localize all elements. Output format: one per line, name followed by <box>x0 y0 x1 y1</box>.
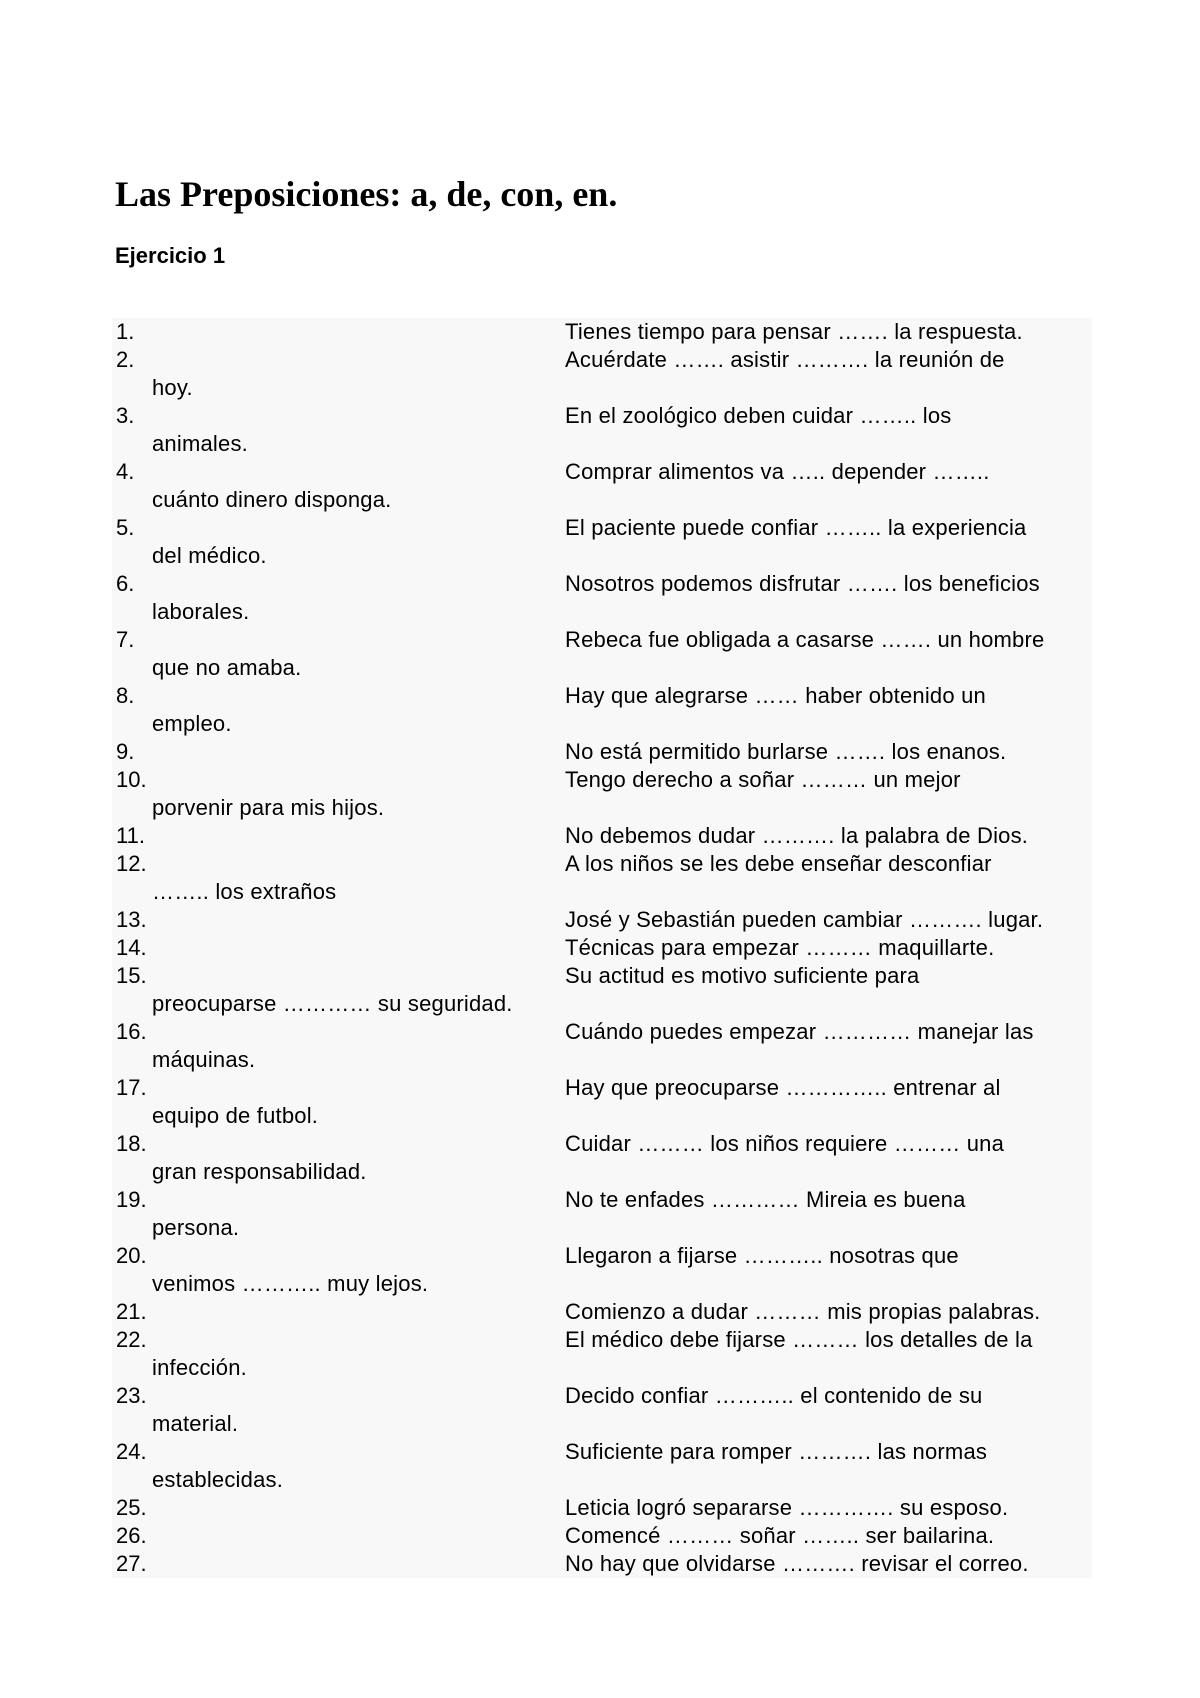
exercise-item <box>112 1018 1092 1074</box>
item-sentence-continuation: porvenir para mis hijos. <box>152 795 385 820</box>
exercise-item <box>112 962 1092 1018</box>
item-sentence: Llegaron a fijarse ……….. nosotras que <box>565 1243 959 1268</box>
item-sentence-continuation: hoy. <box>152 375 193 400</box>
exercise-item <box>112 1130 1092 1186</box>
exercise-item <box>112 1298 1092 1326</box>
item-number: 6. <box>116 571 135 596</box>
item-number: 22. <box>116 1327 147 1352</box>
exercise-item <box>112 906 1092 934</box>
item-sentence: Cuándo puedes empezar ………… manejar las <box>565 1019 1034 1044</box>
item-sentence: Suficiente para romper ………. las normas <box>565 1439 988 1464</box>
exercise-item <box>112 1550 1092 1578</box>
item-number: 1. <box>116 319 135 344</box>
item-sentence: Comprar alimentos va ….. depender …….. <box>565 459 990 484</box>
item-number: 13. <box>116 907 147 932</box>
item-number: 24. <box>116 1439 147 1464</box>
item-sentence-continuation: venimos ……….. muy lejos. <box>152 1271 429 1296</box>
exercise-item <box>112 934 1092 962</box>
item-sentence: No hay que olvidarse ………. revisar el correo. <box>565 1551 1029 1576</box>
exercise-item <box>112 1522 1092 1550</box>
item-number: 21. <box>116 1299 147 1324</box>
item-number: 25. <box>116 1495 147 1520</box>
exercise-item <box>112 570 1092 626</box>
item-sentence: Nosotros podemos disfrutar ……. los beneficios <box>565 571 1040 596</box>
exercise-item <box>112 514 1092 570</box>
item-number: 11. <box>116 823 145 848</box>
item-sentence: No te enfades ………… Mireia es buena <box>565 1187 966 1212</box>
exercise-item <box>112 626 1092 682</box>
exercise-item <box>112 1438 1092 1494</box>
exercise-item <box>112 318 1092 346</box>
item-number: 26. <box>116 1523 147 1548</box>
item-number: 10. <box>116 767 147 792</box>
exercise-item <box>112 766 1092 822</box>
item-sentence-continuation: infección. <box>152 1355 247 1380</box>
exercise-item <box>112 738 1092 766</box>
item-number: 8. <box>116 683 135 708</box>
item-number: 7. <box>116 627 135 652</box>
item-number: 15. <box>116 963 147 988</box>
exercise-item <box>112 1186 1092 1242</box>
exercise-item <box>112 346 1092 402</box>
item-sentence-continuation: cuánto dinero disponga. <box>152 487 392 512</box>
item-number: 4. <box>116 459 135 484</box>
exercise-item <box>112 822 1092 850</box>
item-number: 17. <box>116 1075 147 1100</box>
page-title: Las Preposiciones: a, de, con, en. <box>115 174 618 214</box>
exercise-item <box>112 1326 1092 1382</box>
item-sentence: En el zoológico deben cuidar …….. los <box>565 403 952 428</box>
item-sentence: Hay que preocuparse ………….. entrenar al <box>565 1075 1001 1100</box>
exercise-item <box>112 850 1092 906</box>
item-sentence: El paciente puede confiar …….. la experiencia <box>565 515 1027 540</box>
item-sentence: Leticia logró separarse …………. su esposo. <box>565 1495 1009 1520</box>
item-number: 5. <box>116 515 135 540</box>
exercise-item <box>112 1074 1092 1130</box>
item-number: 18. <box>116 1131 147 1156</box>
exercise-item <box>112 1494 1092 1522</box>
item-sentence: A los niños se les debe enseñar desconfiar <box>565 851 992 876</box>
item-sentence-continuation: del médico. <box>152 543 267 568</box>
item-sentence: Comencé ……… soñar …….. ser bailarina. <box>565 1523 995 1548</box>
exercise-item <box>112 682 1092 738</box>
item-sentence: Decido confiar ……….. el contenido de su <box>565 1383 983 1408</box>
item-sentence-continuation: …….. los extraños <box>152 879 337 904</box>
item-number: 12. <box>116 851 147 876</box>
item-sentence: Tengo derecho a soñar ……… un mejor <box>565 767 961 792</box>
exercise-list <box>112 318 1092 1578</box>
item-number: 27. <box>116 1551 147 1576</box>
item-sentence-continuation: que no amaba. <box>152 655 302 680</box>
item-sentence: No está permitido burlarse ……. los enanos. <box>565 739 1007 764</box>
item-sentence: Comienzo a dudar ……… mis propias palabras. <box>565 1299 1041 1324</box>
item-number: 23. <box>116 1383 147 1408</box>
item-sentence-continuation: empleo. <box>152 711 232 736</box>
item-sentence-continuation: persona. <box>152 1215 240 1240</box>
item-sentence: No debemos dudar ………. la palabra de Dios. <box>565 823 1029 848</box>
exercise-item <box>112 1242 1092 1298</box>
item-sentence-continuation: establecidas. <box>152 1467 284 1492</box>
item-number: 14. <box>116 935 147 960</box>
item-sentence: Cuidar ……… los niños requiere ……… una <box>565 1131 1005 1156</box>
exercise-item <box>112 458 1092 514</box>
item-sentence: El médico debe fijarse ……… los detalles de la <box>565 1327 1033 1352</box>
item-number: 3. <box>116 403 135 428</box>
item-sentence: José y Sebastián pueden cambiar ………. lugar. <box>565 907 1044 932</box>
item-sentence-continuation: equipo de futbol. <box>152 1103 319 1128</box>
item-sentence: Acuérdate ……. asistir ………. la reunión de <box>565 347 1005 372</box>
item-number: 16. <box>116 1019 147 1044</box>
item-number: 2. <box>116 347 135 372</box>
item-number: 9. <box>116 739 135 764</box>
item-sentence-continuation: preocuparse ………… su seguridad. <box>152 991 513 1016</box>
exercise-heading: Ejercicio 1 <box>115 243 226 268</box>
item-sentence-continuation: máquinas. <box>152 1047 256 1072</box>
item-sentence: Técnicas para empezar ……… maquillarte. <box>565 935 995 960</box>
item-sentence: Hay que alegrarse …… haber obtenido un <box>565 683 986 708</box>
item-number: 19. <box>116 1187 147 1212</box>
item-number: 20. <box>116 1243 147 1268</box>
item-sentence-continuation: gran responsabilidad. <box>152 1159 367 1184</box>
exercise-item <box>112 402 1092 458</box>
item-sentence-continuation: animales. <box>152 431 248 456</box>
item-sentence: Su actitud es motivo suficiente para <box>565 963 920 988</box>
item-sentence-continuation: material. <box>152 1411 239 1436</box>
item-sentence: Rebeca fue obligada a casarse ……. un hombre <box>565 627 1045 652</box>
exercise-item <box>112 1382 1092 1438</box>
item-sentence: Tienes tiempo para pensar ……. la respuesta. <box>565 319 1023 344</box>
item-sentence-continuation: laborales. <box>152 599 250 624</box>
